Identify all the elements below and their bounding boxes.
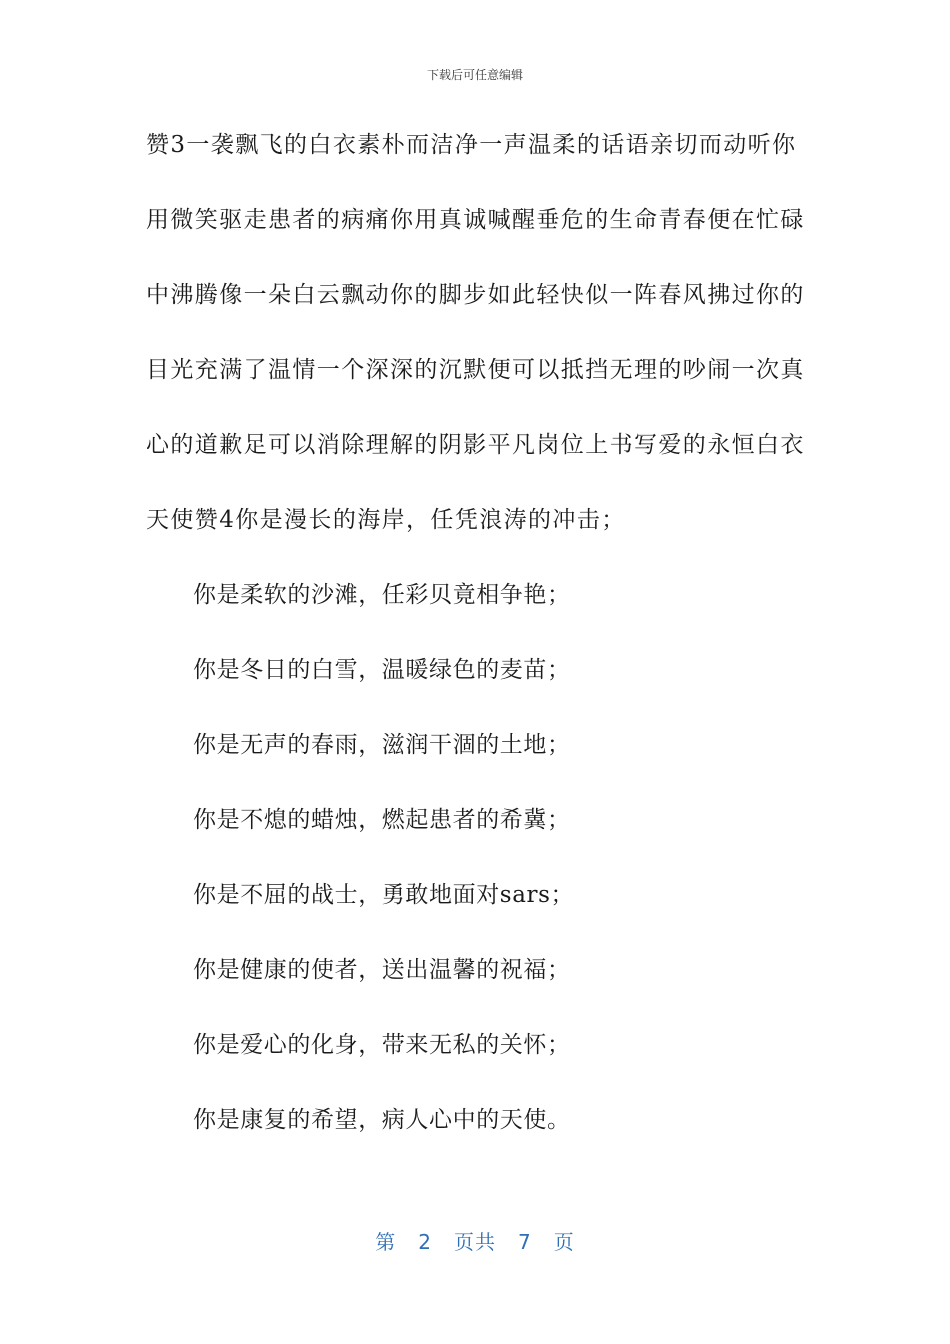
verse-line-3: 你是无声的春雨，滋润干涸的土地； (193, 732, 571, 758)
page-footer (0, 1226, 950, 1255)
verse-line-5: 你是不屈的战士，勇敢地面对sars； (193, 882, 575, 908)
verse-line-7: 你是爱心的化身，带来无私的关怀； (193, 1032, 571, 1058)
verse-line-1: 你是柔软的沙滩，任彩贝竟相争艳； (193, 582, 571, 608)
page-header: 下载后可任意编辑 (426, 68, 523, 82)
verse-line-8: 你是康复的希望，病人心中的天使。 (193, 1107, 571, 1133)
footer-of-total-label: 页共 (454, 1230, 496, 1254)
paragraph-line-2: 用微笑驱走患者的病痛你用真诚喊醒垂危的生命青春便在忙碌 (146, 207, 805, 233)
footer-end-label: 页 (553, 1230, 575, 1254)
paragraph-line-5: 心的道歉足可以消除理解的阴影平凡岗位上书写爱的永恒白衣 (146, 432, 805, 458)
verse-line-4: 你是不熄的蜡烛，燃起患者的希冀； (193, 807, 571, 833)
paragraph-line-6: 天使赞4你是漫长的海岸，任凭浪涛的冲击； (146, 507, 626, 533)
document-body (146, 122, 806, 1172)
current-page-number: 2 (418, 1230, 432, 1254)
verse-line-6: 你是健康的使者，送出温馨的祝福； (193, 957, 571, 983)
verse-line-2: 你是冬日的白雪，温暖绿色的麦苗； (193, 657, 571, 683)
footer-page-label: 第 (375, 1230, 397, 1254)
paragraph-line-1: 赞3一袭飘飞的白衣素朴而洁净一声温柔的话语亲切而动听你 (146, 132, 797, 158)
paragraph-line-4: 目光充满了温情一个深深的沉默便可以抵挡无理的吵闹一次真 (146, 357, 805, 383)
paragraph-line-3: 中沸腾像一朵白云飘动你的脚步如此轻快似一阵春风拂过你的 (146, 282, 805, 308)
total-pages-number: 7 (518, 1230, 532, 1254)
